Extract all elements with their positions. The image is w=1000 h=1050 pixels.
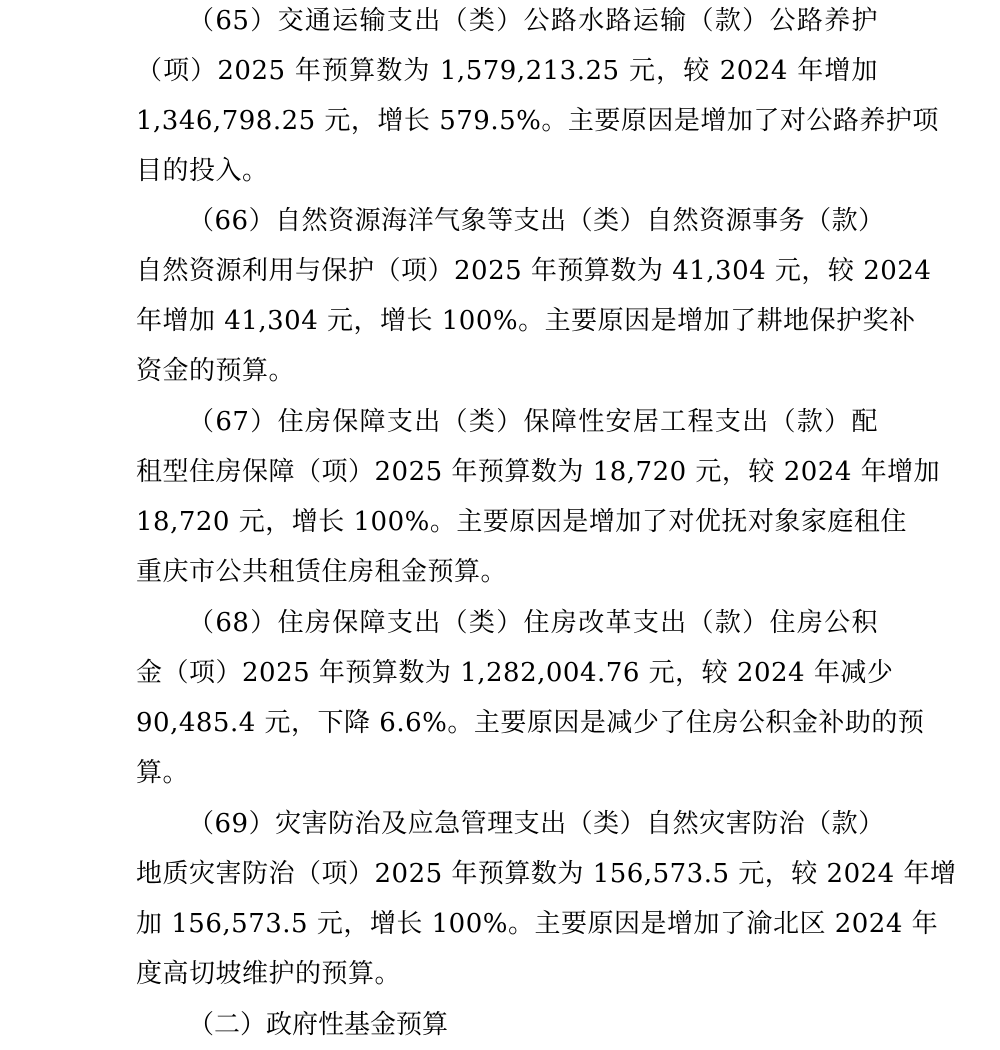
paragraph-66-line-3: 年增加 41,304 元，增长 100%。主要原因是增加了耕地保护奖补 [136, 306, 916, 336]
paragraph-65-line-4: 目的投入。 [136, 156, 269, 186]
paragraph-69-line-1: （69）灾害防治及应急管理支出（类）自然灾害防治（款） [188, 809, 885, 839]
paragraph-67-line-4: 重庆市公共租赁住房租金预算。 [136, 557, 508, 587]
paragraph-65-line-2: （项）2025 年预算数为 1,579,213.25 元，较 2024 年增加 [136, 56, 878, 86]
paragraph-66-line-1: （66）自然资源海洋气象等支出（类）自然资源事务（款） [188, 206, 885, 236]
paragraph-69-line-4: 度高切坡维护的预算。 [136, 959, 402, 989]
paragraph-68-line-3: 90,485.4 元，下降 6.6%。主要原因是减少了住房公积金补助的预 [136, 708, 925, 738]
paragraph-68-line-1: （68）住房保障支出（类）住房改革支出（款）住房公积 [188, 608, 878, 638]
paragraph-68-line-2: 金（项）2025 年预算数为 1,282,004.76 元，较 2024 年减少 [136, 658, 894, 688]
paragraph-69-line-2: 地质灾害防治（项）2025 年预算数为 156,573.5 元，较 2024 年增 [136, 859, 957, 889]
paragraph-66-line-4: 资金的预算。 [136, 356, 296, 386]
paragraph-69-line-3: 加 156,573.5 元，增长 100%。主要原因是增加了渝北区 2024 年 [136, 909, 939, 939]
paragraph-65-line-1: （65）交通运输支出（类）公路水路运输（款）公路养护 [188, 6, 878, 36]
section-heading: （二）政府性基金预算 [188, 1010, 449, 1040]
paragraph-67-line-3: 18,720 元，增长 100%。主要原因是增加了对优抚对象家庭租住 [136, 507, 907, 537]
paragraph-68-line-4: 算。 [136, 758, 190, 788]
paragraph-67-line-2: 租型住房保障（项）2025 年预算数为 18,720 元，较 2024 年增加 [136, 457, 941, 487]
paragraph-67-line-1: （67）住房保障支出（类）保障性安居工程支出（款）配 [188, 407, 878, 437]
paragraph-66-line-2: 自然资源利用与保护（项）2025 年预算数为 41,304 元，较 2024 [136, 256, 932, 286]
paragraph-65-line-3: 1,346,798.25 元，增长 579.5%。主要原因是增加了对公路养护项 [136, 106, 939, 136]
